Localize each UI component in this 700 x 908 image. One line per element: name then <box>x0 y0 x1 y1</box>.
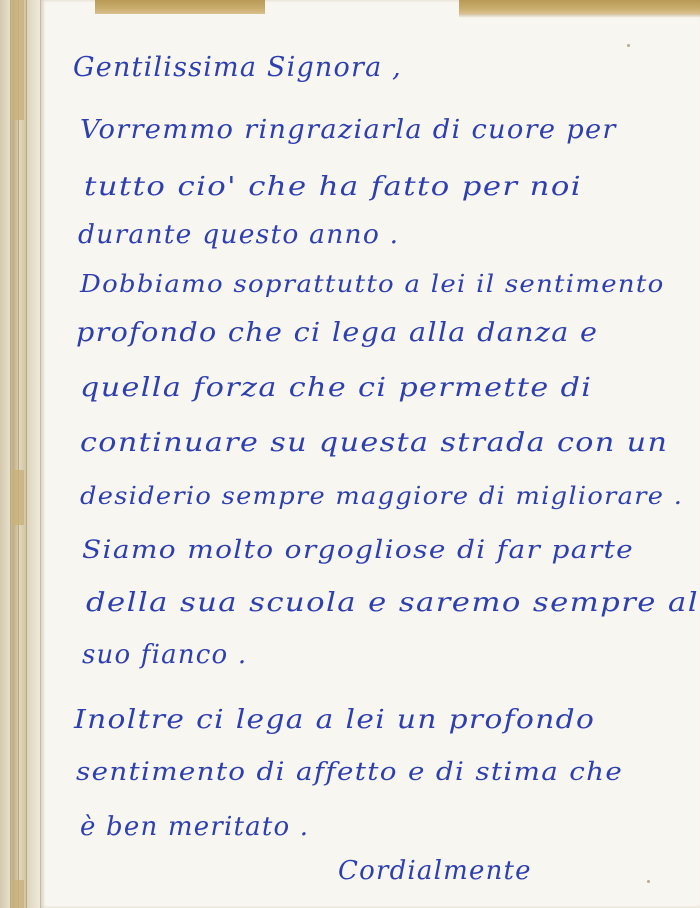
letter-line: desiderio sempre maggiore di migliorare . <box>80 482 684 510</box>
adhesive-tape <box>459 0 700 14</box>
page-edge-line <box>26 0 27 908</box>
letter-salutation: Gentilissima Signora , <box>73 52 402 83</box>
adhesive-tape <box>95 0 265 14</box>
letter-line: quella forza che ci permette di <box>80 373 593 403</box>
paper-speck <box>647 880 650 883</box>
letter-closing: Cordialmente <box>338 856 532 886</box>
letter-line: continuare su questa strada con un <box>80 428 669 458</box>
letter-line: è ben meritato . <box>80 812 310 842</box>
letter-line: tutto cio' che ha fatto per noi <box>84 172 582 202</box>
letter-line: Dobbiamo soprattutto a lei il sentimento <box>80 270 665 298</box>
tape-stain <box>12 880 24 908</box>
letter-line: della sua scuola e saremo sempre al <box>86 588 699 618</box>
stacked-page-edge <box>0 0 10 908</box>
stacked-page-edge <box>10 0 18 908</box>
letter-line: Vorremmo ringraziarla di cuore per <box>80 115 617 145</box>
letter-line: suo fianco . <box>82 640 248 670</box>
stacked-page-edge <box>26 0 40 908</box>
page-edge-line <box>10 0 11 908</box>
stacked-page-edge <box>18 0 26 908</box>
letter-line: Inoltre ci lega a lei un profondo <box>74 705 596 735</box>
letter-line: sentimento di affetto e di stima che <box>76 757 624 786</box>
letter-line: Siamo molto orgogliose di far parte <box>82 535 635 564</box>
tape-stain <box>12 0 24 120</box>
paper-speck <box>627 44 630 47</box>
letter-line: profondo che ci lega alla danza e <box>76 318 599 348</box>
letter-line: durante questo anno . <box>78 220 400 250</box>
tape-stain <box>12 470 24 525</box>
page-edge-line <box>18 0 19 908</box>
